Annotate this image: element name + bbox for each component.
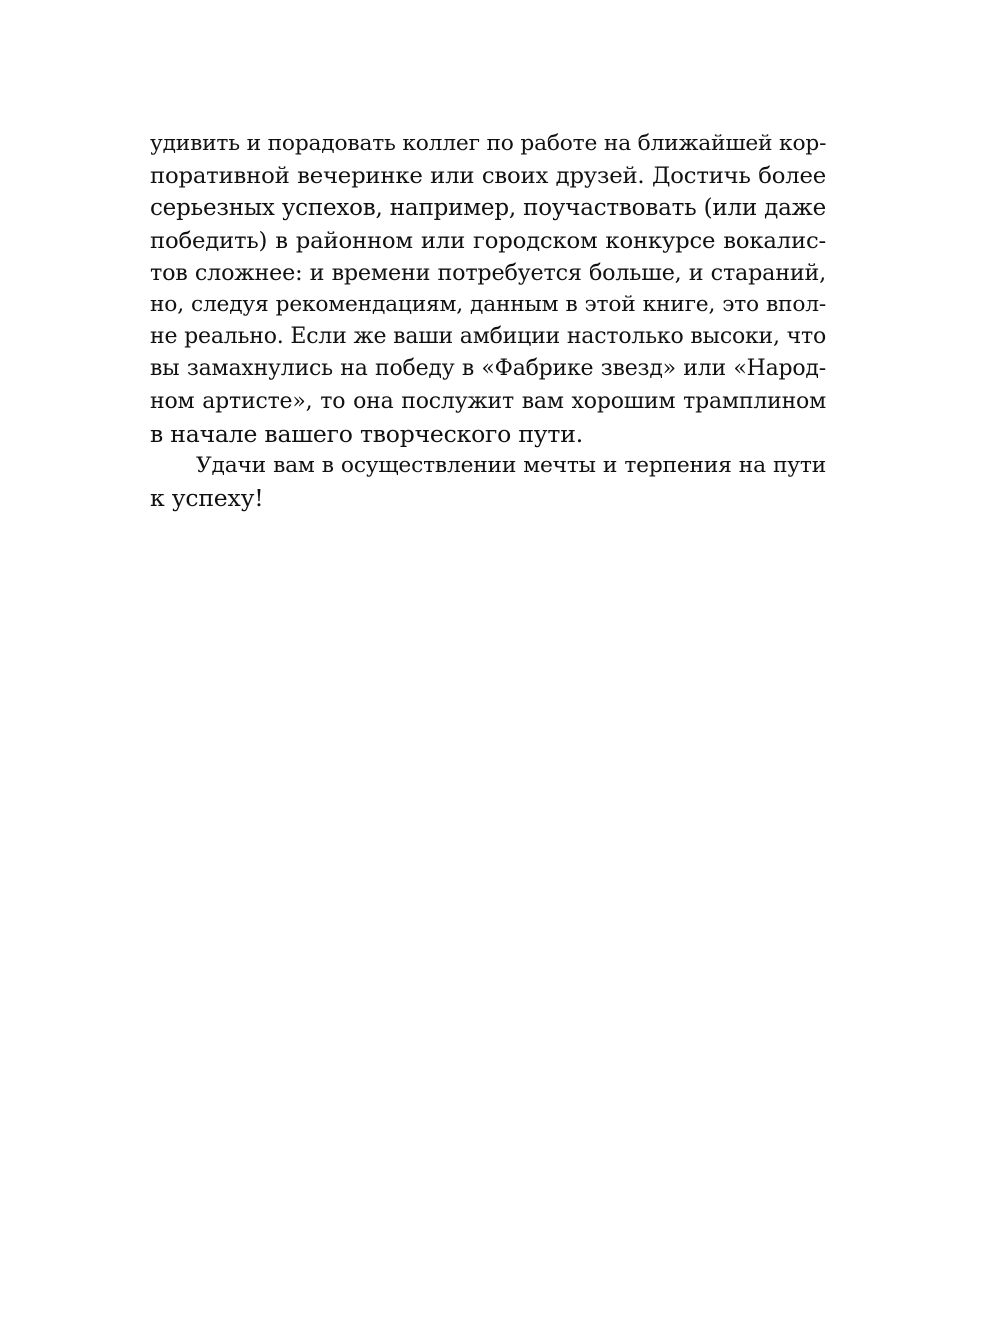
text-line: удивить и порадовать коллег по работе на ближайшей кор- <box>150 131 827 156</box>
paragraph-2 <box>150 450 826 514</box>
text-line: ном артисте», то она послужит вам хорошим трамплином <box>150 388 826 414</box>
text-line: поративной вечеринке или своих друзей. Достичь более <box>150 163 826 190</box>
text-line: серьезных успехов, например, поучаствовать (или даже <box>150 195 826 222</box>
body-text <box>150 128 826 514</box>
text-line: победить) в районном или городском конкурсе вокалис- <box>150 227 826 254</box>
text-line: не реально. Если же ваши амбиции настолько высоки, что <box>150 324 826 350</box>
paragraph-1 <box>150 128 826 450</box>
text-line: Удачи вам в осуществлении мечты и терпения на пути <box>196 452 826 478</box>
text-line: к успеху! <box>150 484 264 513</box>
text-line: но, следуя рекомендациям, данным в этой книге, это впол- <box>150 291 826 317</box>
text-line: тов сложнее: и времени потребуется больше, и стараний, <box>150 259 826 286</box>
text-line: вы замахнулись на победу в «Фабрике звезд» или «Народ- <box>150 356 826 382</box>
text-line: в начале вашего творческого пути. <box>150 419 583 448</box>
